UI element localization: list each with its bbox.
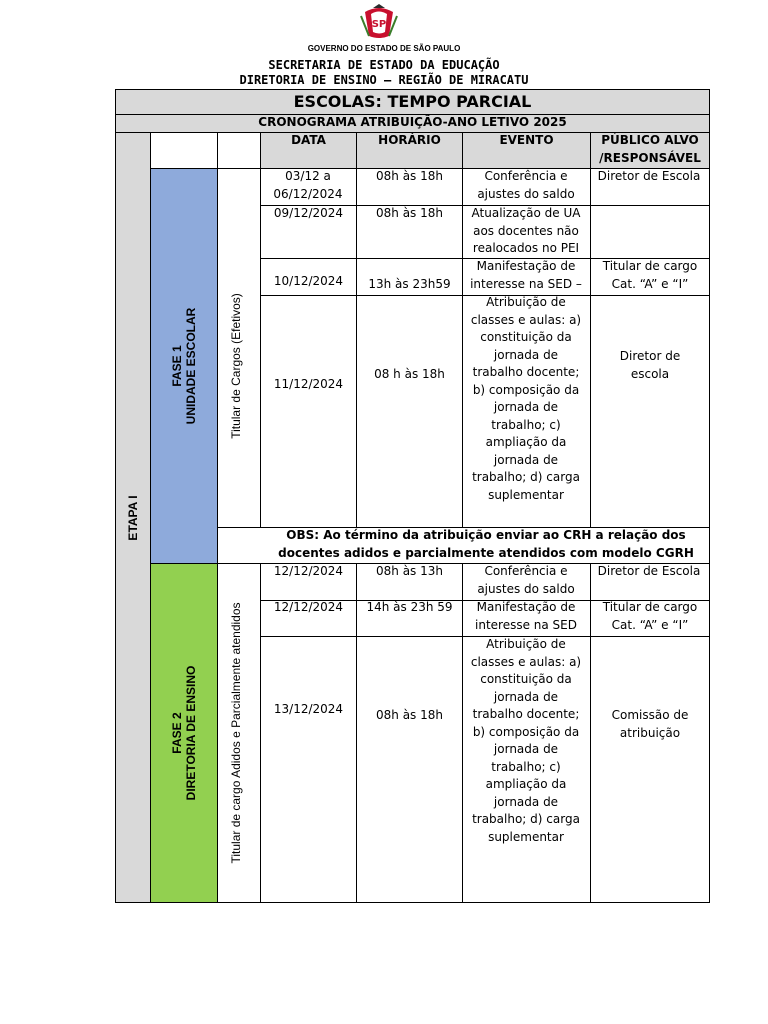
col-header-evento: EVENTO bbox=[499, 133, 554, 147]
row-1-publico: Diretor de Escola bbox=[597, 169, 701, 183]
secretaria-title: SECRETARIA DE ESTADO DA EDUCAÇÃO bbox=[268, 58, 500, 72]
row-5-evento: Conferência e ajustes do saldo bbox=[477, 564, 575, 596]
row-7-data: 13/12/2024 bbox=[273, 702, 344, 716]
table-subtitle: CRONOGRAMA ATRIBUIÇÃO-ANO LETIVO 2025 bbox=[258, 115, 567, 129]
row-7-evento: Atribuição de classes e aulas: a) constituição da jornada de trabalho docente; b) composição da jornada de trabalho; c) ampliação da jornada de trabalho; d) carga suplementar bbox=[470, 637, 582, 844]
row-4-horario: 08 h às 18h bbox=[374, 367, 445, 381]
row-6-data: 12/12/2024 bbox=[273, 600, 344, 614]
row-2-horario: 08h às 18h bbox=[376, 206, 443, 220]
row-4-evento: Atribuição de classes e aulas: a) constituição da jornada de trabalho docente; b) composição da jornada de trabalho; c) ampliação da jornada de trabalho; d) carga suplementar bbox=[470, 295, 582, 502]
row-5-data: 12/12/2024 bbox=[273, 564, 344, 578]
row-7-publico: Comissão de atribuição bbox=[611, 708, 689, 740]
row-5-horario: 08h às 13h bbox=[376, 564, 443, 578]
row-6-horario: 14h às 23h 59 bbox=[366, 600, 453, 614]
table-title: ESCOLAS: TEMPO PARCIAL bbox=[293, 92, 532, 111]
row-1-data: 03/12 a 06/12/2024 bbox=[273, 169, 343, 201]
row-6-publico: Titular de cargo Cat. “A” e “I” bbox=[602, 600, 698, 632]
obs-note: OBS: Ao término da atribuição enviar ao CRH a relação dos docentes adidos e parcialmente atendidos com modelo CGRH bbox=[278, 528, 694, 560]
col-header-publico: PÚBLICO ALVO /RESPONSÁVEL bbox=[599, 133, 701, 165]
row-7-horario: 08h às 18h bbox=[376, 708, 443, 722]
row-6-evento: Manifestação de interesse na SED bbox=[475, 600, 577, 632]
fase1-group-label: Titular de Cargos (Efetivos) bbox=[229, 293, 243, 439]
row-2-data: 09/12/2024 bbox=[273, 206, 344, 220]
etapa-label: ETAPA I bbox=[126, 495, 140, 541]
row-4-publico: Diretor de escola bbox=[619, 349, 681, 381]
government-label: GOVERNO DO ESTADO DE SÃO PAULO bbox=[307, 44, 461, 53]
diretoria-title: DIRETORIA DE ENSINO – REGIÃO DE MIRACATU bbox=[239, 73, 529, 87]
fase2-group-label: Titular de cargo Adidos e Parcialmente atendidos bbox=[229, 602, 243, 864]
col-header-data: DATA bbox=[291, 133, 326, 147]
row-3-data: 10/12/2024 bbox=[273, 274, 344, 288]
svg-text:SP: SP bbox=[371, 19, 387, 30]
row-4-data: 11/12/2024 bbox=[273, 377, 344, 391]
row-3-publico: Titular de cargo Cat. “A” e “I” bbox=[602, 259, 698, 291]
row-5-publico: Diretor de Escola bbox=[597, 564, 701, 578]
col-header-horario: HORÁRIO bbox=[378, 133, 441, 147]
row-3-horario: 13h às 23h59 bbox=[368, 277, 451, 291]
row-3-evento: Manifestação de interesse na SED – bbox=[470, 259, 582, 291]
row-1-horario: 08h às 18h bbox=[376, 169, 443, 183]
fase1-label: FASE 1 UNIDADE ESCOLAR bbox=[170, 307, 198, 425]
row-1-evento: Conferência e ajustes do saldo bbox=[477, 169, 575, 201]
row-2-evento: Atualização de UA aos docentes não realocados no PEI bbox=[471, 206, 581, 255]
fase2-label: FASE 2 DIRETORIA DE ENSINO bbox=[170, 665, 198, 801]
